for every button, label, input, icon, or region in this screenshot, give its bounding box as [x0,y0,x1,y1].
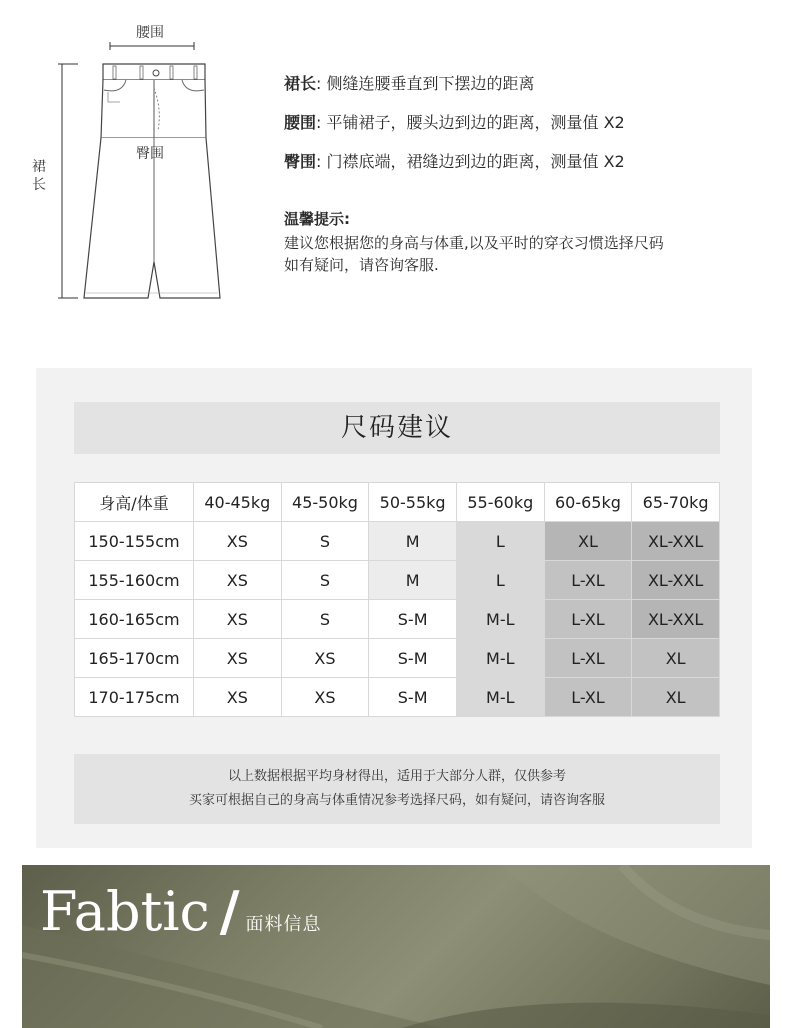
tips-title: 温馨提示: [284,210,350,228]
desc-length [284,74,774,94]
tips-line: 如有疑问，请咨询客服. [284,256,439,274]
height-cell: 165-170cm [75,639,194,678]
fabric-subtitle: 面料信息 [245,914,322,935]
hip-label: 臀围 [136,146,164,162]
fabric-title-slash: / [219,879,240,943]
size-cell: L-XL [544,561,632,600]
size-cell: XL [632,678,720,717]
size-cell: L [456,522,544,561]
size-cell: XL [632,639,720,678]
size-table [74,482,720,717]
size-cell: M [369,522,457,561]
fabric-banner [22,865,770,1028]
fabric-title [40,879,322,957]
tips-line: 建议您根据您的身高与体重,以及平时的穿衣习惯选择尺码 [284,234,664,252]
size-cell: S [281,561,369,600]
desc-text: : 平铺裙子，腰头边到边的距离，测量值 X2 [316,113,625,132]
size-cell: M-L [456,678,544,717]
measurement-descriptions [284,74,774,191]
table-row [75,600,720,639]
length-label: 裙长 [32,159,46,193]
size-note [74,754,720,824]
size-cell: XS [281,678,369,717]
desc-term: 腰围 [284,113,317,132]
size-cell: L-XL [544,600,632,639]
height-cell: 170-175cm [75,678,194,717]
desc-waist [284,113,774,133]
tips [284,208,774,276]
header-cell: 60-65kg [544,483,632,522]
table-row [75,678,720,717]
size-cell: S [281,600,369,639]
size-cell: M-L [456,600,544,639]
size-cell: L-XL [544,678,632,717]
table-row [75,639,720,678]
size-cell: XL-XXL [632,522,720,561]
skirt-outline-icon [0,0,330,330]
size-panel [36,368,752,848]
size-cell: L [456,561,544,600]
note-line: 买家可根据自己的身高与体重情况参考选择尺码，如有疑问，请咨询客服 [188,793,605,808]
table-row [75,522,720,561]
size-cell: S-M [369,639,457,678]
fabric-title-text: Fabtic [40,880,210,943]
header-cell: 50-55kg [369,483,457,522]
header-cell: 45-50kg [281,483,369,522]
size-cell: XS [194,522,282,561]
size-cell: M [369,561,457,600]
size-cell: S-M [369,678,457,717]
table-header-row [75,483,720,522]
size-cell: XL-XXL [632,561,720,600]
size-cell: S-M [369,600,457,639]
desc-term: 臀围 [284,152,317,171]
height-cell: 150-155cm [75,522,194,561]
size-cell: S [281,522,369,561]
size-panel-title: 尺码建议 [74,402,720,454]
header-cell: 65-70kg [632,483,720,522]
note-line: 以上数据根据平均身材得出，适用于大部分人群，仅供参考 [227,769,566,784]
size-cell: XS [194,678,282,717]
desc-text: : 侧缝连腰垂直到下摆边的距离 [316,74,535,93]
desc-term: 裙长 [284,74,317,93]
size-cell: XS [194,600,282,639]
waist-label: 腰围 [136,25,164,41]
height-cell: 155-160cm [75,561,194,600]
table-row [75,561,720,600]
desc-text: : 门襟底端，裙缝边到边的距离，测量值 X2 [316,152,625,171]
size-cell: M-L [456,639,544,678]
header-cell: 40-45kg [194,483,282,522]
size-cell: XL [544,522,632,561]
header-cell: 55-60kg [456,483,544,522]
height-cell: 160-165cm [75,600,194,639]
size-cell: L-XL [544,639,632,678]
size-cell: XS [194,639,282,678]
size-cell: XL-XXL [632,600,720,639]
header-cell: 身高/体重 [75,483,194,522]
size-cell: XS [194,561,282,600]
desc-hip [284,152,774,172]
skirt-diagram [0,0,330,330]
size-cell: XS [281,639,369,678]
